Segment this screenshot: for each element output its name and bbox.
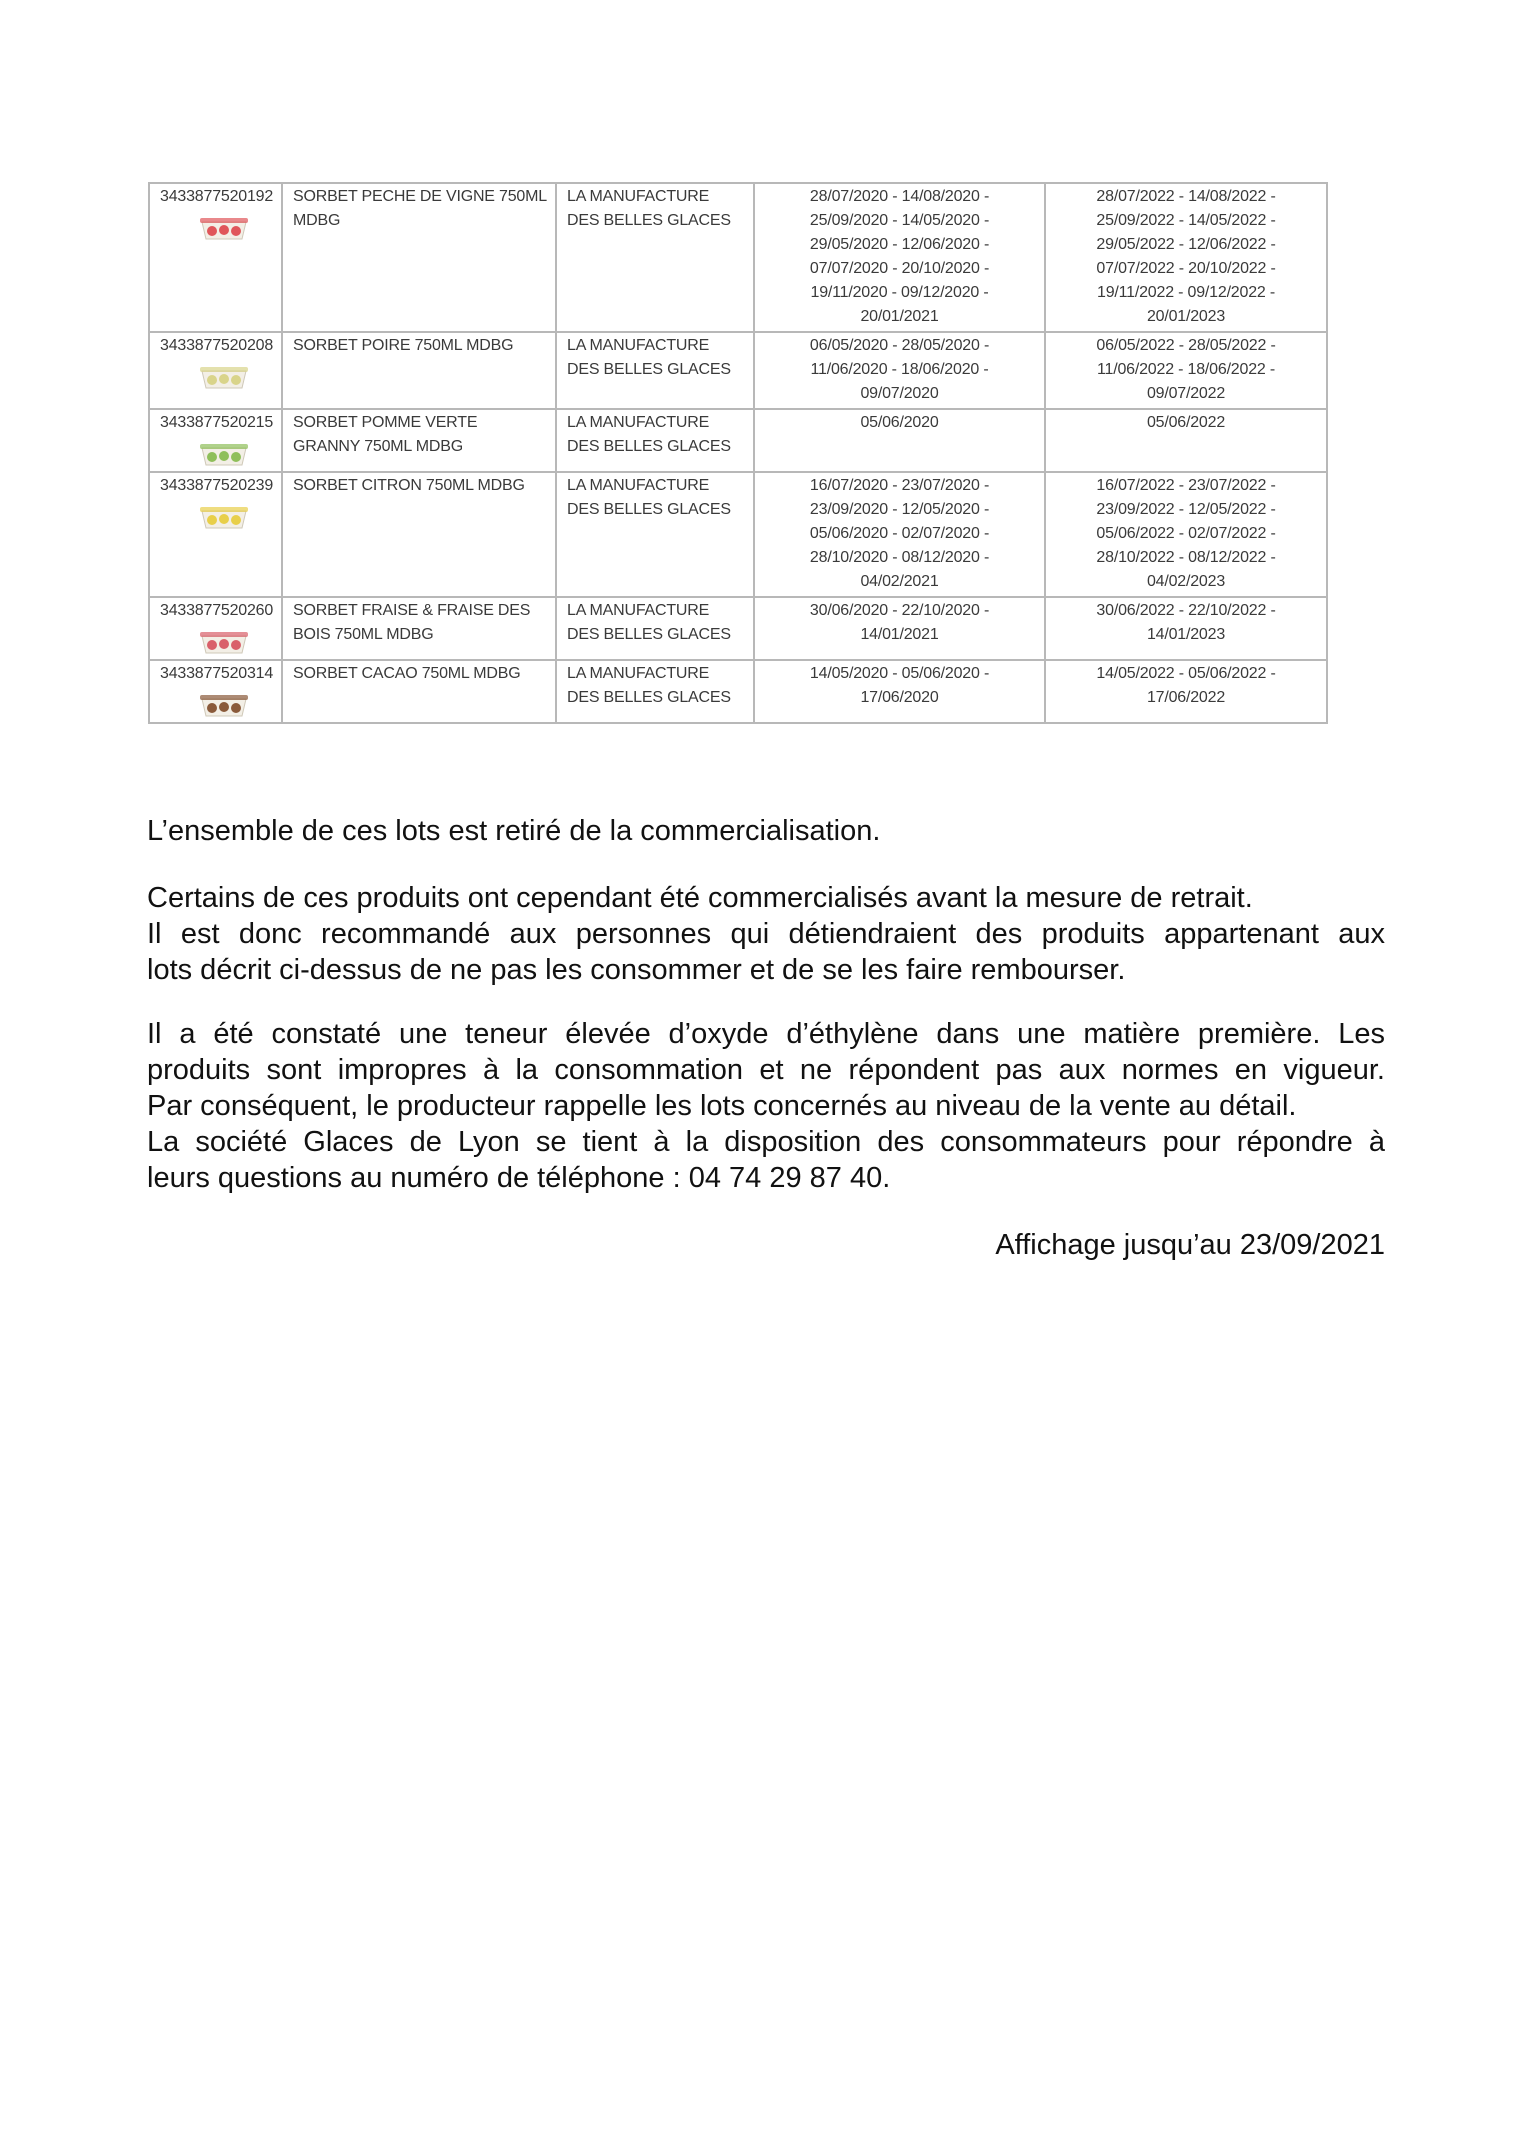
expiry-date-line: 23/09/2022 - 12/05/2022 - <box>1096 501 1276 518</box>
expiry-date-line: 16/07/2022 - 23/07/2022 - <box>1096 477 1276 494</box>
ean-code: 3433877520314 <box>160 665 274 682</box>
ean-code: 3433877520239 <box>160 477 274 494</box>
lot-dates-cell <box>754 409 1045 472</box>
product-tub-icon <box>194 502 254 532</box>
paragraph-line: Par conséquent, le producteur rappelle les lots concernés au niveau de la vente au détail. <box>147 1090 1297 1122</box>
lot-date-line: 19/11/2020 - 09/12/2020 - <box>810 284 989 301</box>
expiry-dates-cell <box>1045 660 1327 723</box>
recalled-lots-table <box>148 182 1328 724</box>
table-row <box>149 332 1327 409</box>
brand-name: LA MANUFACTURE DES BELLES GLACES <box>556 183 754 332</box>
lot-date-line: 25/09/2020 - 14/05/2020 - <box>809 212 990 229</box>
expiry-dates-cell <box>1045 332 1327 409</box>
expiry-date-line: 06/05/2022 - 28/05/2022 - <box>1096 337 1276 354</box>
expiry-date-line: 09/07/2022 <box>1146 385 1226 402</box>
lot-date-line: 07/07/2020 - 20/10/2020 - <box>809 260 990 277</box>
lot-date-line: 14/05/2020 - 05/06/2020 - <box>809 665 990 682</box>
ean-code: 3433877520215 <box>160 414 274 431</box>
ean-cell <box>149 409 282 472</box>
lot-date-line: 06/05/2020 - 28/05/2020 - <box>809 337 990 354</box>
lot-date-line: 23/09/2020 - 12/05/2020 - <box>809 501 990 518</box>
expiry-date-line: 05/06/2022 <box>1146 414 1226 431</box>
table-row <box>149 660 1327 723</box>
ean-cell <box>149 597 282 660</box>
paragraph-line: Il a été constaté une teneur élevée d’oxyde d’éthylène dans une matière première. Les <box>147 1018 1385 1050</box>
product-name: SORBET FRAISE & FRAISE DES BOIS 750ML MDBG <box>282 597 556 660</box>
lot-dates-cell <box>754 597 1045 660</box>
expiry-dates-cell <box>1045 409 1327 472</box>
lot-date-line: 17/06/2020 <box>860 689 939 706</box>
lot-date-line: 16/07/2020 - 23/07/2020 - <box>809 477 990 494</box>
paragraph-line: leurs questions au numéro de téléphone : 04 74 29 87 40. <box>147 1162 891 1194</box>
expiry-date-line: 07/07/2022 - 20/10/2022 - <box>1096 260 1276 277</box>
brand-name: LA MANUFACTURE DES BELLES GLACES <box>556 409 754 472</box>
paragraph-line: produits sont impropres à la consommation et ne répondent pas aux normes en vigueur. <box>147 1054 1385 1086</box>
lot-date-line: 04/02/2021 <box>860 573 939 590</box>
display-until-date: Affichage jusqu’au 23/09/2021 <box>995 1229 1385 1261</box>
product-name: SORBET CITRON 750ML MDBG <box>282 472 556 597</box>
expiry-date-line: 25/09/2022 - 14/05/2022 - <box>1096 212 1276 229</box>
expiry-date-line: 11/06/2022 - 18/06/2022 - <box>1097 361 1275 378</box>
ean-cell <box>149 472 282 597</box>
product-name: SORBET CACAO 750ML MDBG <box>282 660 556 723</box>
expiry-date-line: 17/06/2022 <box>1146 689 1226 706</box>
lot-date-line: 28/07/2020 - 14/08/2020 - <box>809 188 990 205</box>
lot-date-line: 05/06/2020 - 02/07/2020 - <box>809 525 990 542</box>
product-tub-icon <box>194 362 254 392</box>
product-tub-icon <box>194 690 254 720</box>
brand-name: LA MANUFACTURE DES BELLES GLACES <box>556 660 754 723</box>
lot-date-line: 09/07/2020 <box>860 385 939 402</box>
ean-cell <box>149 660 282 723</box>
expiry-date-line: 14/05/2022 - 05/06/2022 - <box>1096 665 1276 682</box>
expiry-date-line: 04/02/2023 <box>1146 573 1226 590</box>
lot-dates-cell <box>754 332 1045 409</box>
brand-name: LA MANUFACTURE DES BELLES GLACES <box>556 332 754 409</box>
product-tub-icon <box>194 213 254 243</box>
brand-name: LA MANUFACTURE DES BELLES GLACES <box>556 597 754 660</box>
paragraph-line: La société Glaces de Lyon se tient à la disposition des consommateurs pour répondre à <box>147 1126 1385 1158</box>
lot-date-line: 05/06/2020 <box>860 414 939 431</box>
lot-date-line: 28/10/2020 - 08/12/2020 - <box>809 549 990 566</box>
lot-dates-cell <box>754 472 1045 597</box>
product-name: SORBET POIRE 750ML MDBG <box>282 332 556 409</box>
lot-date-line: 11/06/2020 - 18/06/2020 - <box>810 361 989 378</box>
ean-code: 3433877520192 <box>160 188 274 205</box>
expiry-date-line: 28/07/2022 - 14/08/2022 - <box>1096 188 1276 205</box>
product-tub-icon <box>194 627 254 657</box>
ean-cell <box>149 332 282 409</box>
paragraph-line: Il est donc recommandé aux personnes qui détiendraient des produits appartenant aux <box>147 918 1385 950</box>
lot-date-line: 14/01/2021 <box>860 626 939 643</box>
table-row <box>149 183 1327 332</box>
table-body <box>149 183 1327 723</box>
product-name: SORBET POMME VERTE GRANNY 750ML MDBG <box>282 409 556 472</box>
lot-date-line: 29/05/2020 - 12/06/2020 - <box>809 236 990 253</box>
expiry-date-line: 28/10/2022 - 08/12/2022 - <box>1096 549 1276 566</box>
product-name: SORBET PECHE DE VIGNE 750ML MDBG <box>282 183 556 332</box>
expiry-dates-cell <box>1045 597 1327 660</box>
lot-date-line: 30/06/2020 - 22/10/2020 - <box>809 602 990 619</box>
expiry-date-line: 05/06/2022 - 02/07/2022 - <box>1096 525 1276 542</box>
expiry-date-line: 20/01/2023 <box>1146 308 1226 325</box>
ean-code: 3433877520208 <box>160 337 274 354</box>
lot-date-line: 20/01/2021 <box>860 308 939 325</box>
ean-code: 3433877520260 <box>160 602 274 619</box>
paragraph-line: lots décrit ci-dessus de ne pas les consommer et de se les faire rembourser. <box>147 954 1126 986</box>
expiry-date-line: 29/05/2022 - 12/06/2022 - <box>1096 236 1276 253</box>
recall-reason-paragraph <box>147 1016 1385 1196</box>
ean-cell <box>149 183 282 332</box>
consumer-advice-paragraph <box>147 880 1385 988</box>
brand-name: LA MANUFACTURE DES BELLES GLACES <box>556 472 754 597</box>
withdrawal-statement <box>147 813 1385 849</box>
paragraph-line: L’ensemble de ces lots est retiré de la commercialisation. <box>147 815 881 847</box>
paragraph-line: Certains de ces produits ont cependant été commercialisés avant la mesure de retrait. <box>147 882 1253 914</box>
expiry-date-line: 30/06/2022 - 22/10/2022 - <box>1096 602 1276 619</box>
lot-dates-cell <box>754 660 1045 723</box>
expiry-date-line: 19/11/2022 - 09/12/2022 - <box>1097 284 1275 301</box>
table-row <box>149 409 1327 472</box>
lot-dates-cell <box>754 183 1045 332</box>
table-row <box>149 597 1327 660</box>
expiry-dates-cell <box>1045 183 1327 332</box>
product-tub-icon <box>194 439 254 469</box>
expiry-date-line: 14/01/2023 <box>1146 626 1226 643</box>
table-row <box>149 472 1327 597</box>
expiry-dates-cell <box>1045 472 1327 597</box>
